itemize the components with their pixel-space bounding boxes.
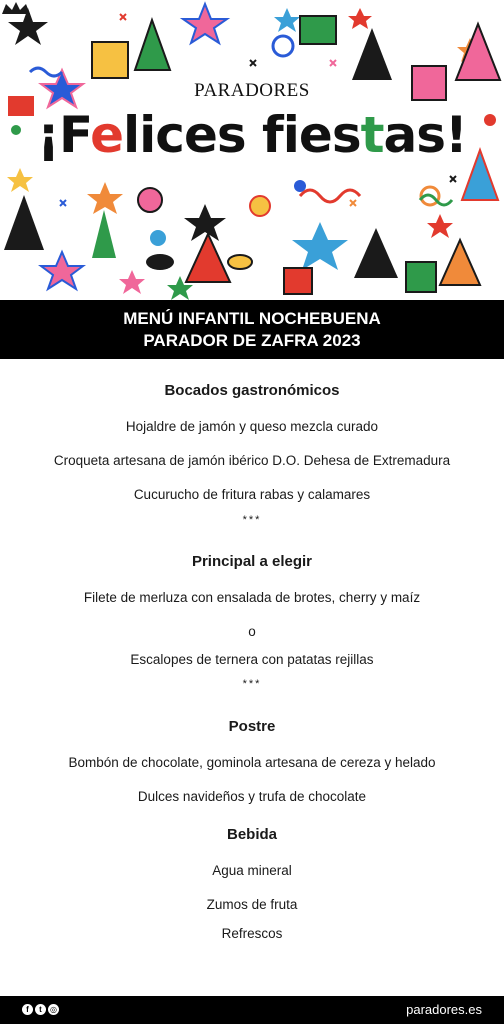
section-title-bocados: Bocados gastronómicos: [164, 382, 340, 399]
menu-item: Bombón de chocolate, gominola artesana de cereza y helado: [68, 755, 436, 770]
menu-item: Agua mineral: [212, 863, 292, 878]
menu-item-or: o: [248, 624, 256, 639]
separator: ***: [242, 514, 262, 526]
menu-item: Filete de merluza con ensalada de brotes, cherry y maíz: [83, 590, 421, 605]
instagram-icon[interactable]: ◎: [48, 1004, 59, 1015]
menu-title-bar: [0, 300, 504, 359]
website-link[interactable]: paradores.es: [406, 1002, 482, 1017]
paradores-logo: PARADORES: [194, 80, 310, 101]
christmas-banner: [0, 0, 504, 300]
headline-felices-fiestas: ¡Felices fiestas!: [37, 106, 467, 164]
menu-item: Zumos de fruta: [206, 897, 298, 912]
menu-item: Hojaldre de jamón y queso mezcla curado: [125, 419, 379, 434]
paradores-crown-icon: [0, 0, 32, 16]
menu-item: Croqueta artesana de jamón ibérico D.O. Dehesa de Extremadura: [53, 453, 451, 468]
social-links: [22, 1004, 59, 1015]
section-title-postre: Postre: [228, 718, 276, 735]
twitter-icon[interactable]: t: [35, 1004, 46, 1015]
section-title-principal: Principal a elegir: [191, 553, 313, 570]
menu-item: Cucurucho de fritura rabas y calamares: [133, 487, 371, 502]
section-title-bebida: Bebida: [226, 826, 277, 843]
menu-item: Dulces navideños y trufa de chocolate: [137, 789, 367, 804]
menu-title-line1: MENÚ INFANTIL NOCHEBUENA: [123, 309, 381, 328]
menu-item: Refrescos: [221, 926, 283, 941]
menu-title-line2: PARADOR DE ZAFRA 2023: [143, 331, 361, 350]
footer-bar: [0, 996, 504, 1024]
facebook-icon[interactable]: f: [22, 1004, 33, 1015]
menu-item: Escalopes de ternera con patatas rejillas: [130, 652, 374, 667]
separator: ***: [242, 678, 262, 690]
